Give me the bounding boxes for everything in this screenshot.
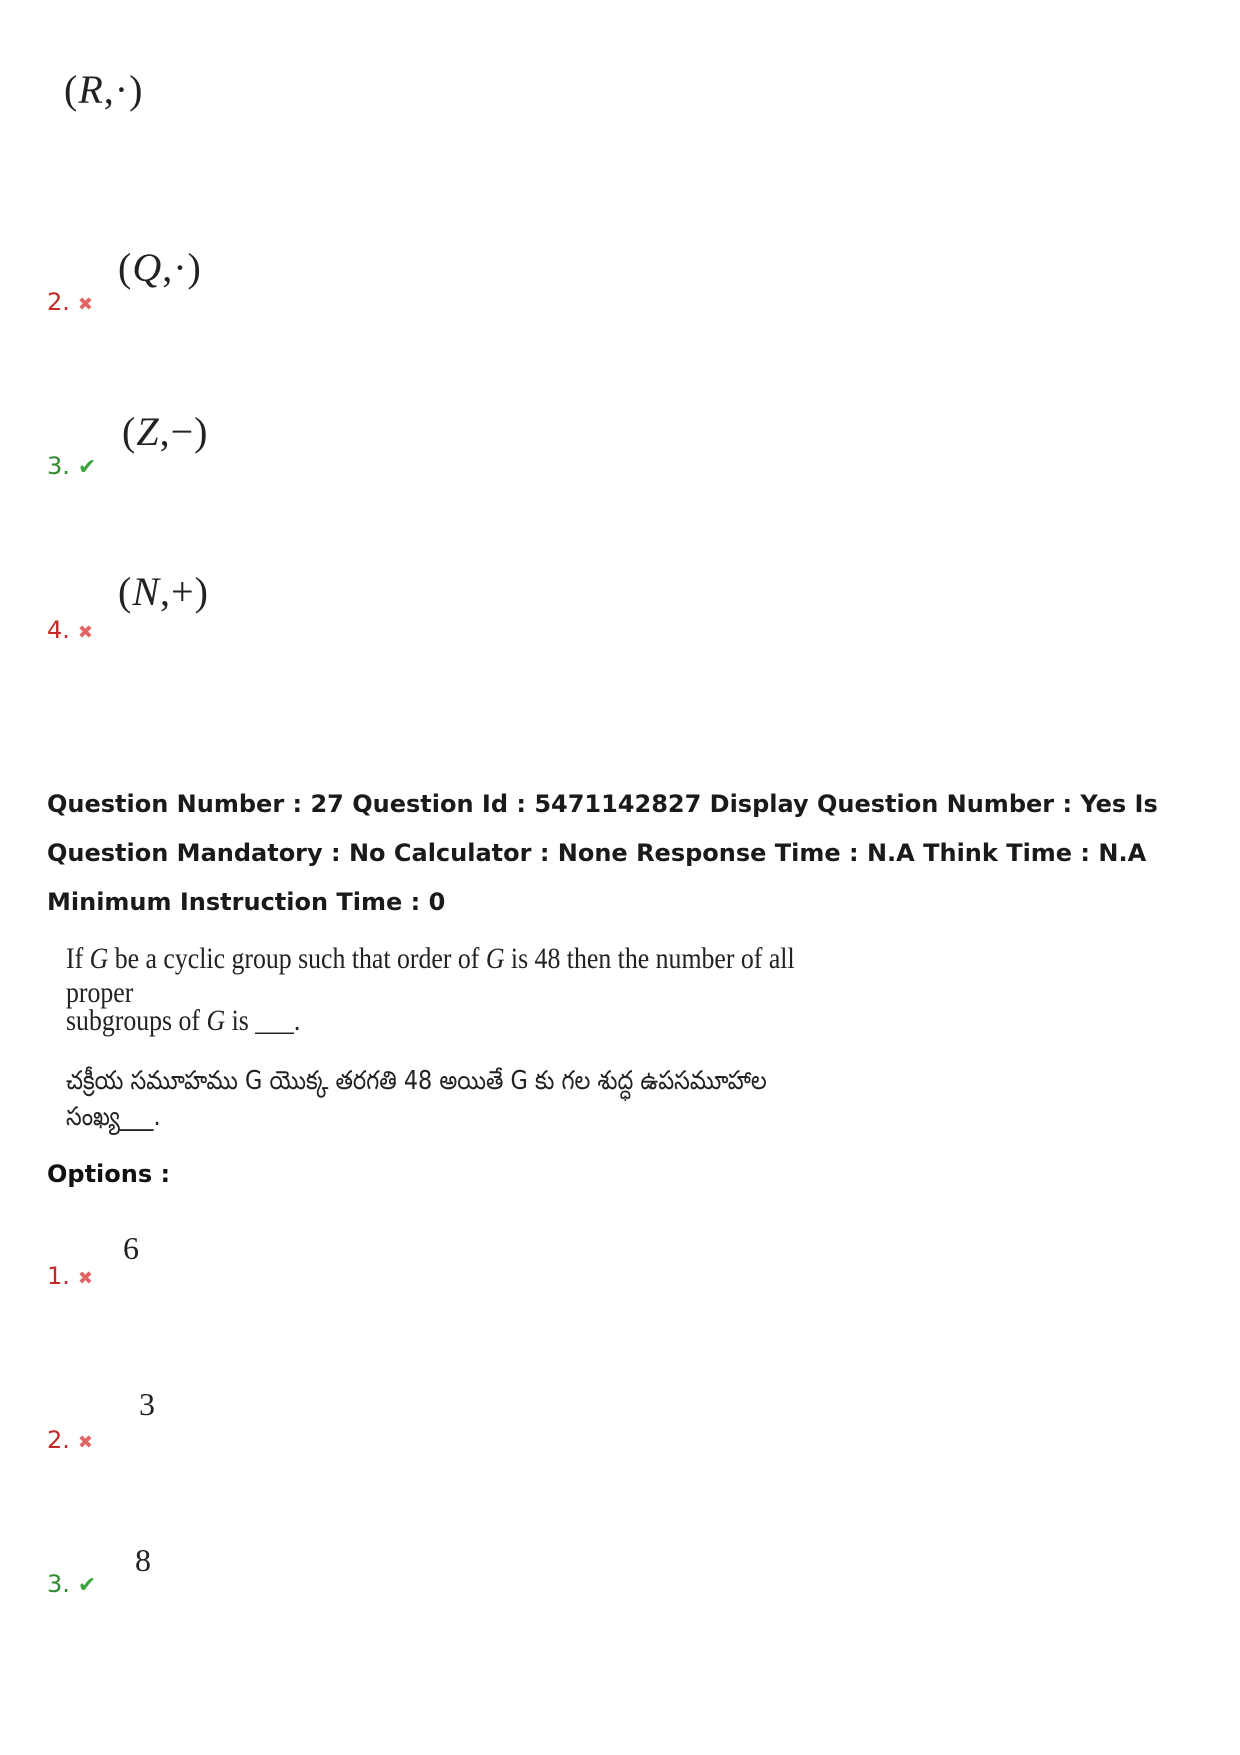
question-text-en-line2: subgroups of G is ___. [66,1004,301,1037]
question-meta: Question Number : 27 Question Id : 5471142827 Display Question Number : Yes Is Question Mandatory : No Calculator : None Response Time : N.A Think Time : N.A Minimum Instruction Time : 0 [47,790,1158,916]
check-icon: ✔ [77,1573,97,1598]
option-3 [47,1570,96,1598]
cross-icon: ✖ [77,1268,93,1289]
question-text-te: చక్రీయ సమూహము G యొక్క తరగతి 48 అయితే G కు గల శుద్ధ ఉపసమూహాల సంఖ్య___. [66,1066,767,1132]
prev-option-3 [47,452,96,480]
option-number: 4. [47,616,70,644]
cross-icon: ✖ [77,622,93,643]
option-2 [47,1426,93,1454]
option-3-value: 8 [135,1542,151,1578]
option-number: 2. [47,288,70,316]
option-1-value: 6 [123,1230,139,1266]
option-number: 1. [47,1262,70,1290]
option-2-value: 3 [139,1386,155,1422]
option-number: 3. [47,452,70,480]
cross-icon: ✖ [77,1432,93,1453]
prev-option-4-math: (N,+) [118,569,209,614]
options-label: Options : [47,1160,171,1188]
prev-option-1-math: (R,·) [64,67,144,112]
option-number: 3. [47,1570,70,1598]
prev-option-3-math: (Z,−) [122,409,209,454]
check-icon: ✔ [77,455,97,480]
prev-option-2-math: (Q,·) [118,245,202,290]
prev-option-2 [47,288,93,316]
cross-icon: ✖ [77,294,93,315]
question-text-en-line1: If G be a cyclic group such that order of G is 48 then the number of all proper [66,942,795,1009]
option-1 [47,1262,93,1290]
option-number: 2. [47,1426,70,1454]
prev-option-4 [47,616,93,644]
